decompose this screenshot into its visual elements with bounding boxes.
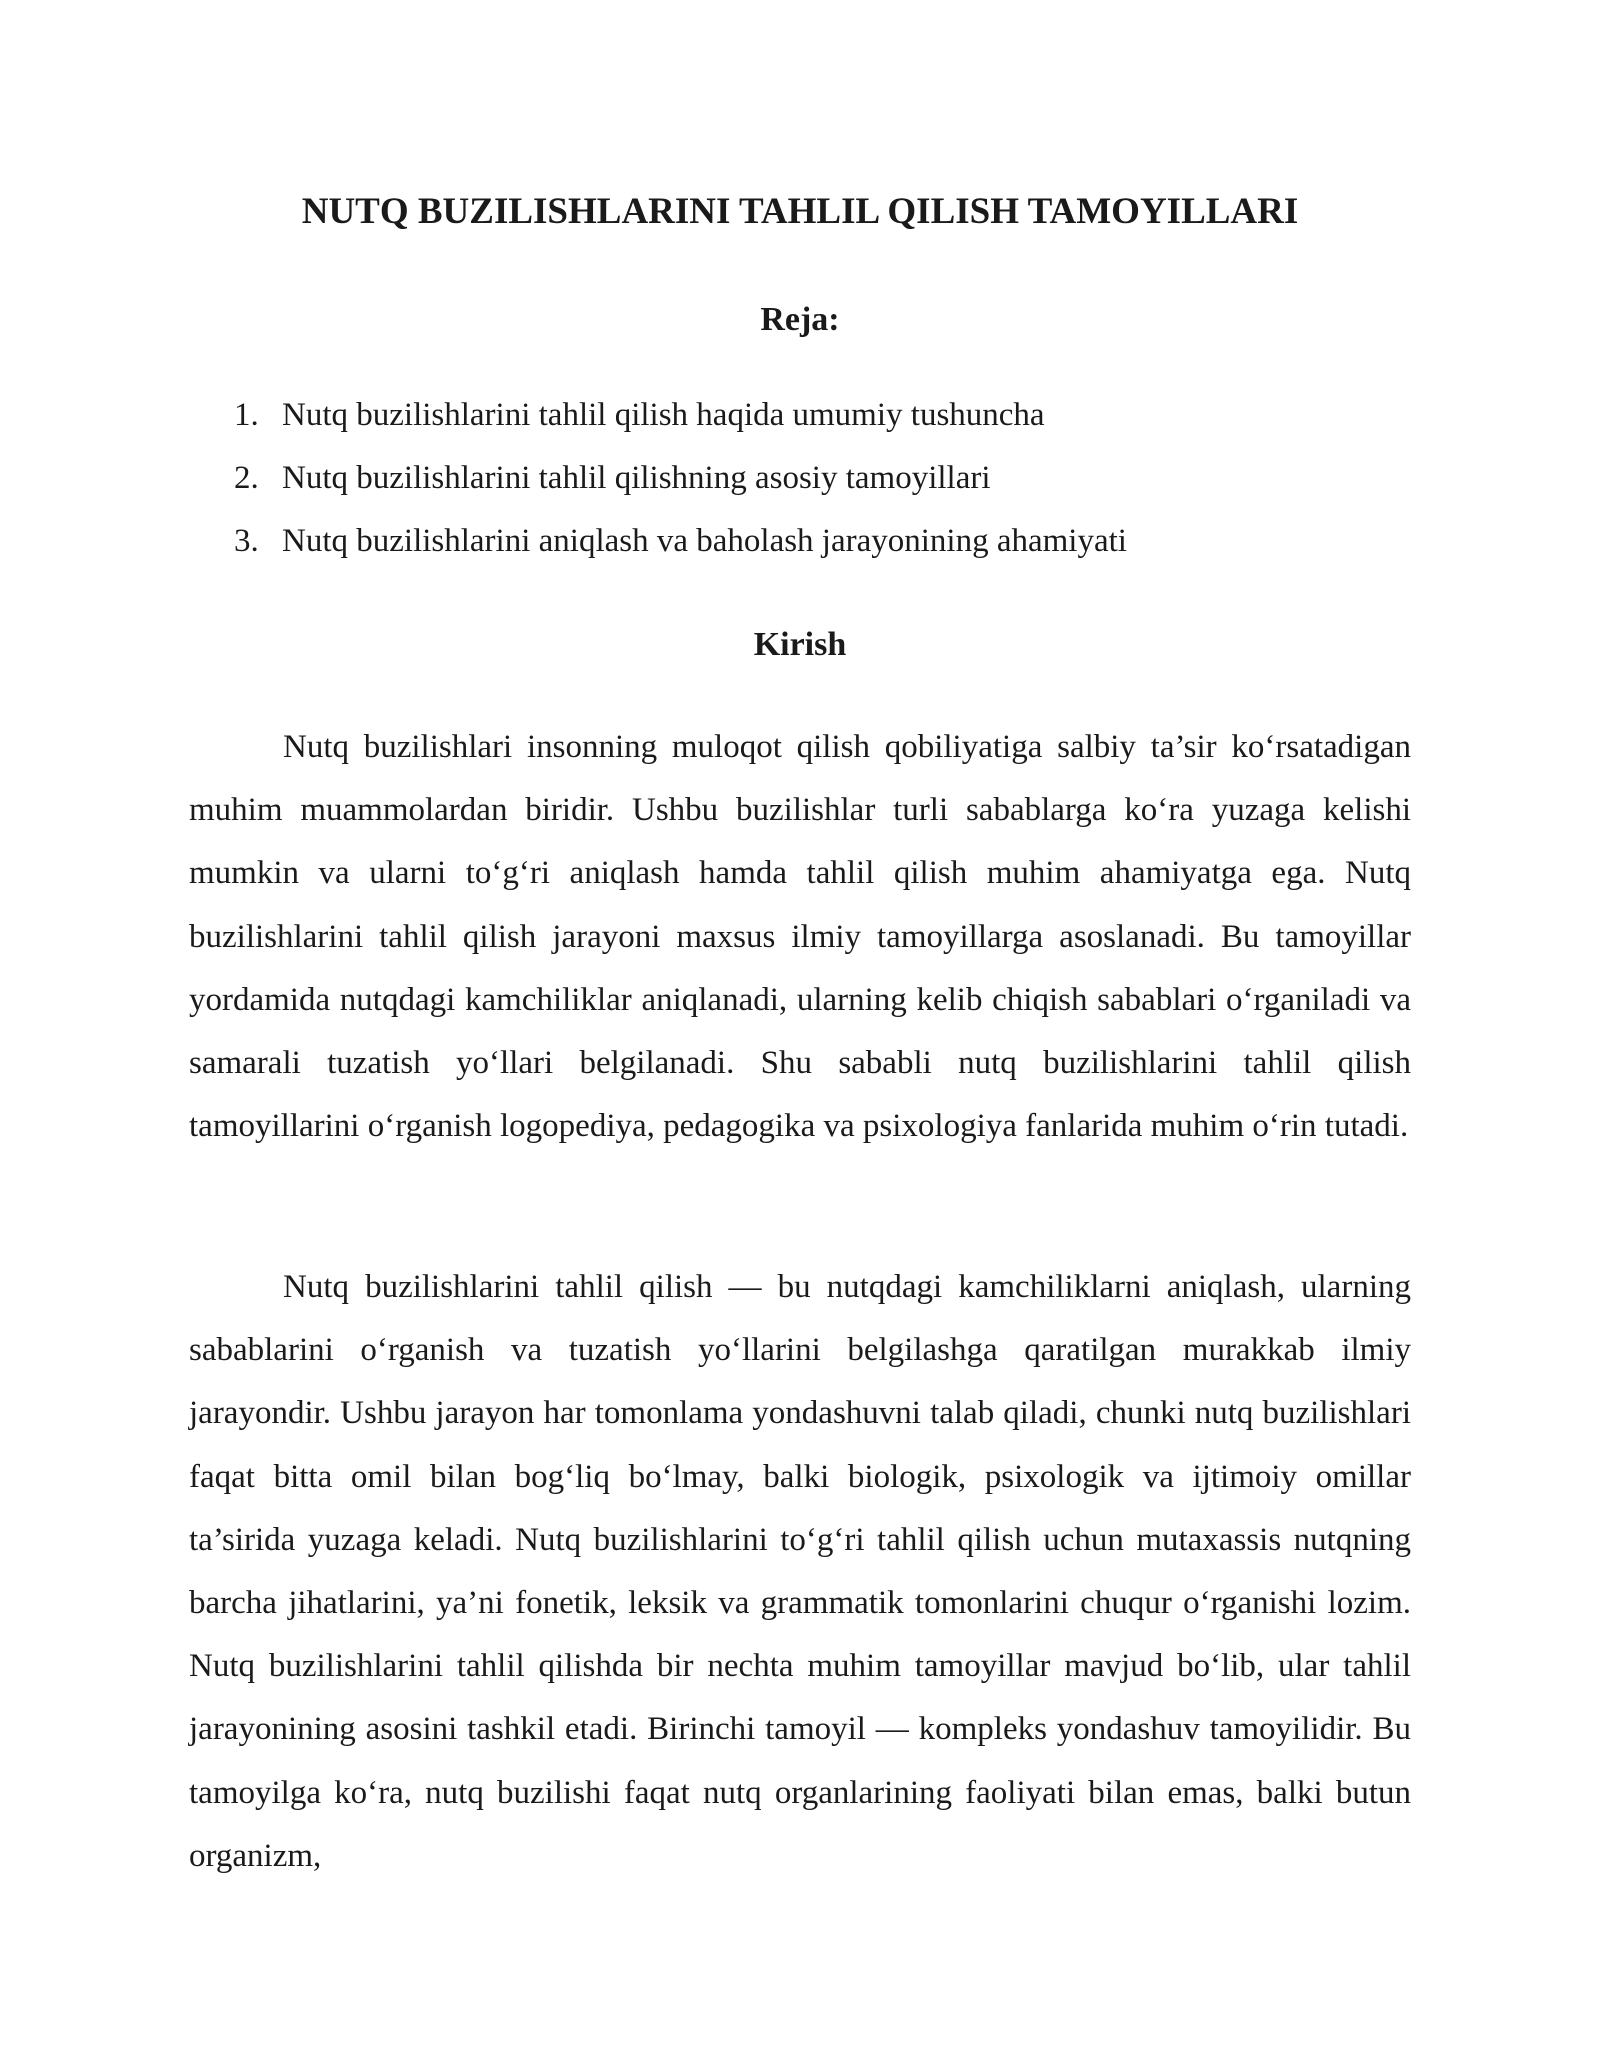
plan-item-number: 2. xyxy=(234,460,259,496)
body-paragraph: Nutq buzilishlari insonning muloqot qilish qobiliyatiga salbiy ta’sir ko‘rsatadigan muhim muammolardan biridir. Ushbu buzilishlar turli sabablarga ko‘ra yuzaga kelishi mumkin va ularni to‘g‘ri aniqlash hamda tahlil qilish muhim ahamiyatga ega. Nutq buzilishlarini tahlil qilish jarayoni maxsus ilmiy tamoyillarga asoslanadi. Bu tamoyillar yordamida nutqdagi kamchiliklar aniqlanadi, ularning kelib chiqish sabablari o‘rganiladi va samarali tuzatish yo‘llari belgilanadi. Shu sababli nutq buzilishlarini tahlil qilish tamoyillarini o‘rganish logopediya, pedagogika va psixologiya fanlarida muhim o‘rin tutadi. xyxy=(189,729,1411,1145)
plan-list xyxy=(234,393,1127,582)
plan-item-number: 1. xyxy=(234,397,259,433)
plan-item xyxy=(234,393,1127,456)
document-title: NUTQ BUZILISHLARINI TAHLIL QILISH TAMOYILLARI xyxy=(301,191,1299,232)
intro-heading: Kirish xyxy=(753,626,847,663)
plan-item-number: 3. xyxy=(234,523,259,559)
plan-item-text: Nutq buzilishlarini aniqlash va baholash jarayonining ahamiyati xyxy=(282,523,1127,559)
plan-item xyxy=(234,519,1127,582)
body-paragraph: Nutq buzilishlarini tahlil qilish — bu nutqdagi kamchiliklarni aniqlash, ularning sabablarini o‘rganish va tuzatish yo‘llarini belgilashga qaratilgan murakkab ilmiy jarayondir. Ushbu jarayon har tomonlama yondashuvni talab qiladi, chunki nutq buzilishlari faqat bitta omil bilan bog‘liq bo‘lmay, balki biologik, psixologik va ijtimoiy omillar ta’sirida yuzaga keladi. Nutq buzilishlarini to‘g‘ri tahlil qilish uchun mutaxassis nutqning barcha jihatlarini, ya’ni fonetik, leksik va grammatik tomonlarini chuqur o‘rganishi lozim. Nutq buzilishlarini tahlil qilishda bir nechta muhim tamoyillar mavjud bo‘lib, ular tahlil jarayonining asosini tashkil etadi. Birinchi tamoyil — kompleks yondashuv tamoyilidir. Bu tamoyilga ko‘ra, nutq buzilishi faqat nutq organlarining faoliyati bilan emas, balki butun organizm, xyxy=(189,1269,1411,1874)
plan-item xyxy=(234,456,1127,519)
plan-item-text: Nutq buzilishlarini tahlil qilish haqida umumiy tushuncha xyxy=(282,397,1045,433)
plan-heading: Reja: xyxy=(760,301,840,338)
plan-item-text: Nutq buzilishlarini tahlil qilishning asosiy tamoyillari xyxy=(282,460,991,496)
